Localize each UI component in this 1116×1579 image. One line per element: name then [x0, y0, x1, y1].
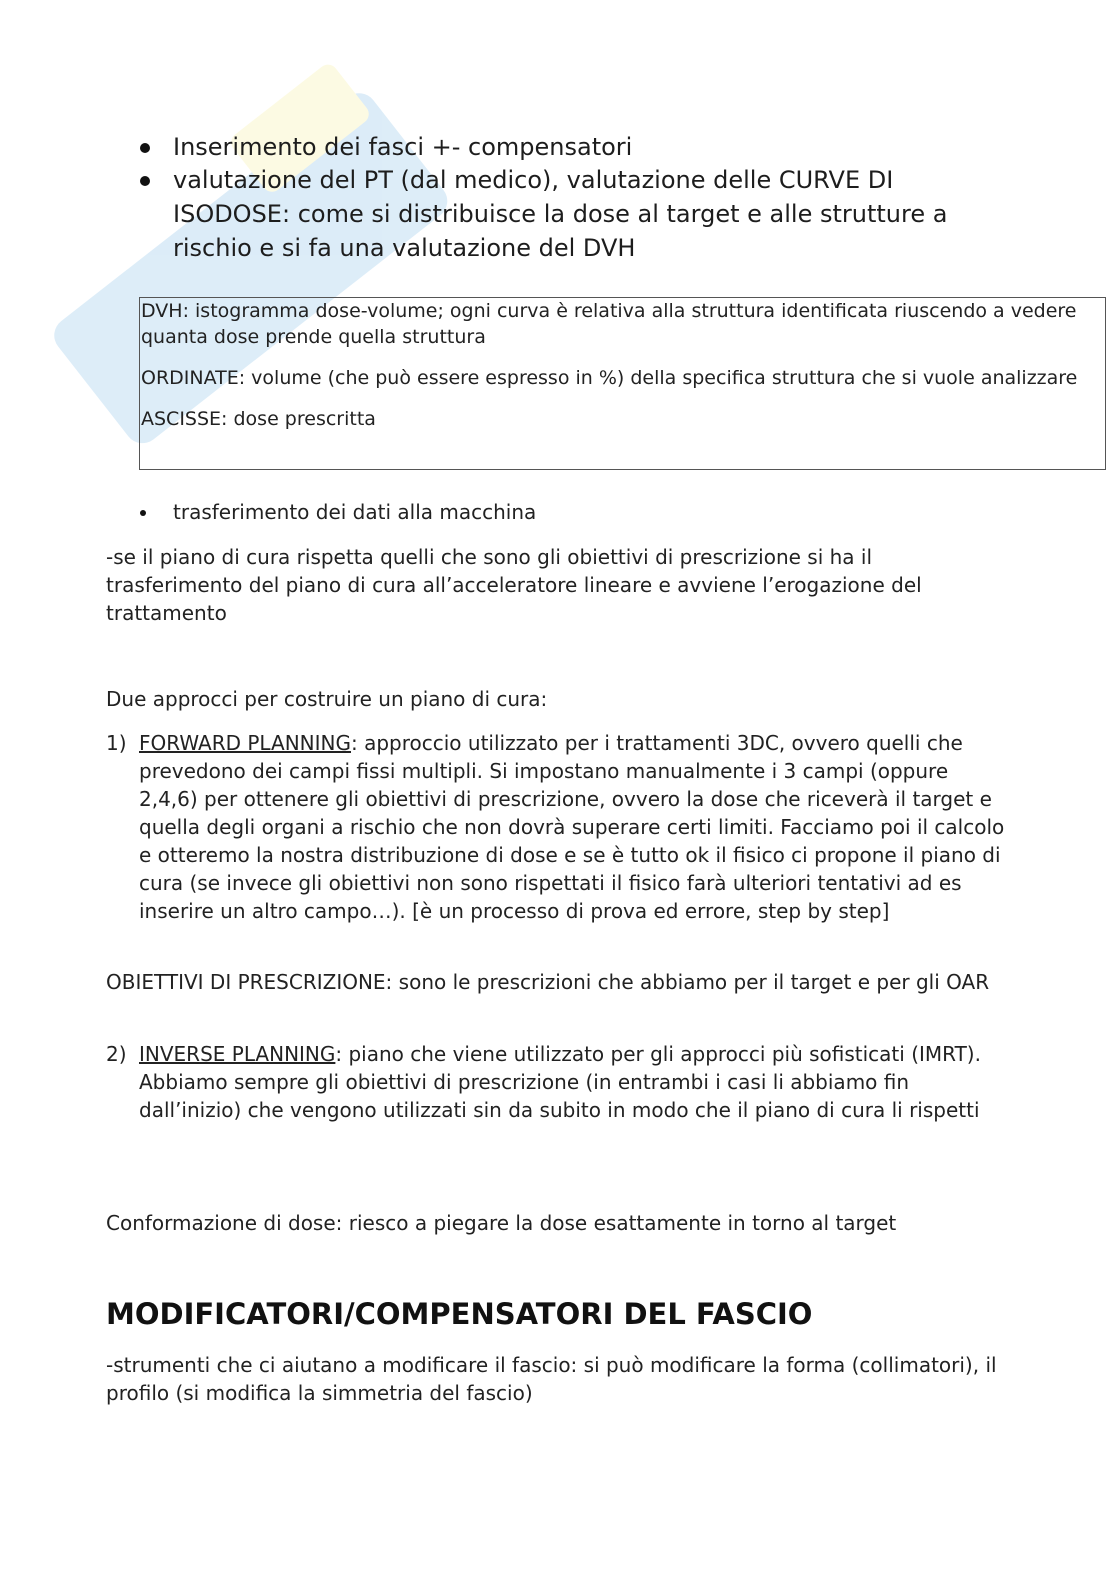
paragraph-obiettivi: OBIETTIVI DI PRESCRIZIONE: sono le prescrizioni che abbiamo per il target e per gli OAR — [106, 970, 990, 994]
list-number: 2) — [106, 1042, 127, 1066]
forward-planning-text: : approccio utilizzato per i trattamenti 3DC, ovvero quelli che prevedono dei campi fissi multipli. Si impostano manualmente i 3 campi (oppure 2,4,6) per ottenere gli obiettivi di prescrizione, ovvero la dose che riceverà il target e quella degli organi a rischio che non dovrà superare certi limiti. Facciamo poi il calcolo e otteremo la nostra distribuzione di dose e se è tutto ok il fisico ci propone il piano di cura (se invece gli obiettivi non sono rispettati il fisico farà ulteriori tentativi ad es inserire un altro campo…). [è un processo di prova ed errore, step by step] — [139, 731, 1005, 923]
dvh-definition-box — [139, 297, 1106, 470]
term-inverse-planning: INVERSE PLANNING — [139, 1042, 336, 1066]
list-item-forward-planning — [106, 729, 1009, 925]
bullet-item-fasci: Inserimento dei fasci +- compensatori — [173, 130, 1003, 164]
dvh-definition: DVH: istogramma dose-volume; ogni curva è relativa alla struttura identificata riuscendo a vedere quanta dose prende quella struttura — [141, 300, 1077, 348]
paragraph-approcci: Due approcci per costruire un piano di cura: — [106, 687, 548, 711]
bullet-item-valutazione: valutazione del PT (dal medico), valutazione delle CURVE DI ISODOSE: come si distribuisce la dose al target e alle strutture a rischio e si fa una valutazione del DVH — [173, 163, 1003, 265]
bullet-item-trasferimento: trasferimento dei dati alla macchina — [173, 500, 537, 524]
paragraph-modificatori: -strumenti che ci aiutano a modificare il fascio: si può modificare la forma (collimatori), il profilo (si modifica la simmetria del fascio) — [106, 1353, 997, 1405]
list-number: 1) — [106, 731, 127, 755]
inverse-planning-text: : piano che viene utilizzato per gli approcci più sofisticati (IMRT). Abbiamo sempre gli obiettivi di prescrizione (in entrambi i casi li abbiamo fin dall’inizio) che vengono utilizzati sin da subito in modo che il piano di cura li rispetti — [139, 1042, 981, 1122]
list-item-inverse-planning — [106, 1040, 1009, 1124]
ascisse-definition: ASCISSE: dose prescritta — [141, 408, 376, 430]
paragraph-transfer: -se il piano di cura rispetta quelli che sono gli obiettivi di prescrizione si ha il trasferimento del piano di cura all’acceleratore lineare e avviene l’erogazione del trattamento — [106, 545, 922, 625]
paragraph-conformazione: Conformazione di dose: riesco a piegare la dose esattamente in torno al target — [106, 1211, 897, 1235]
section-heading: MODIFICATORI/COMPENSATORI DEL FASCIO — [106, 1297, 813, 1331]
term-forward-planning: FORWARD PLANNING — [139, 731, 351, 755]
ordinate-definition: ORDINATE: volume (che può essere espresso in %) della specifica struttura che si vuole analizzare — [141, 367, 1078, 389]
